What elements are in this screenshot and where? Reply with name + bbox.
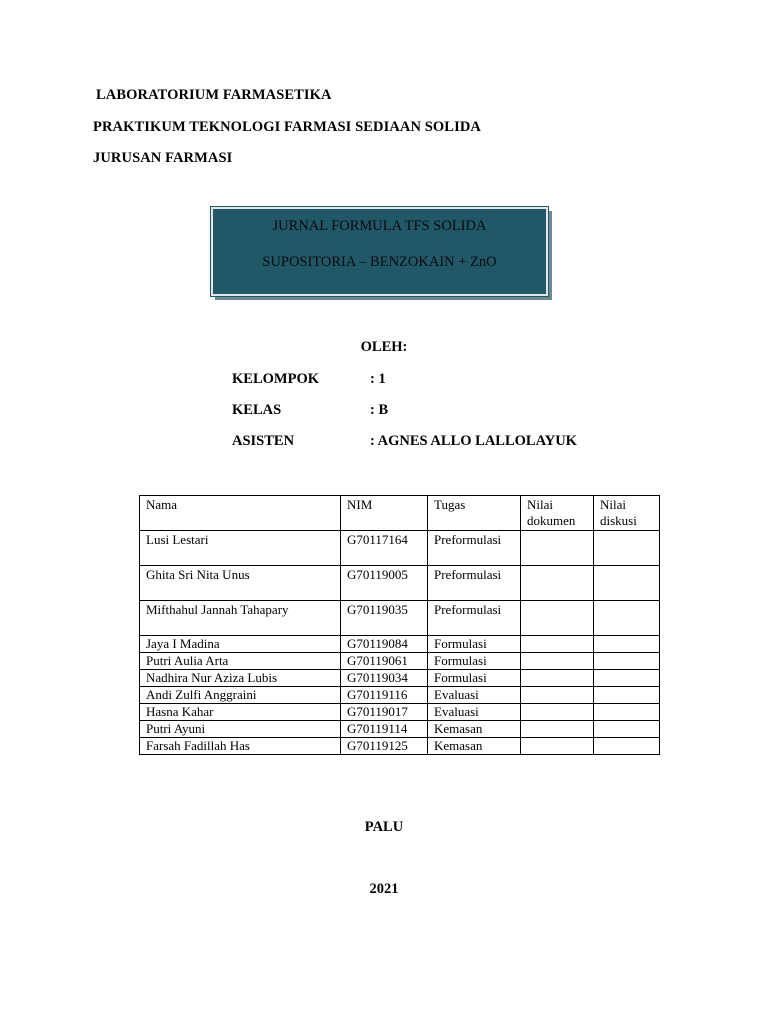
cell-nilai-dokumen [521, 670, 594, 687]
title-line-1: JURNAL FORMULA TFS SOLIDA [272, 218, 487, 234]
header-nim: NIM [341, 496, 428, 531]
header-nama: Nama [140, 496, 341, 531]
kelompok-value: : 1 [370, 371, 386, 387]
cell-nim: G70119035 [341, 601, 428, 636]
cell-nama: Andi Zulfi Anggraini [140, 687, 341, 704]
cell-nilai-diskusi [594, 601, 660, 636]
cell-nilai-dokumen [521, 601, 594, 636]
asisten-value: : AGNES ALLO LALLOLAYUK [370, 433, 577, 449]
cell-nilai-diskusi [594, 653, 660, 670]
cell-nama: Farsah Fadillah Has [140, 738, 341, 755]
header-tugas: Tugas [428, 496, 521, 531]
kelompok-label: KELOMPOK [232, 371, 319, 387]
cell-nim: G70119017 [341, 704, 428, 721]
table-row [140, 704, 660, 721]
cell-nilai-dokumen [521, 704, 594, 721]
footer-city: PALU [364, 819, 404, 835]
cell-nilai-diskusi [594, 704, 660, 721]
header-department: JURUSAN FARMASI [93, 150, 233, 166]
table-row [140, 601, 660, 636]
cell-tugas: Evaluasi [428, 704, 521, 721]
table-header-row [140, 496, 660, 531]
cell-nim: G70119114 [341, 721, 428, 738]
cell-nilai-diskusi [594, 636, 660, 653]
cell-nilai-dokumen [521, 653, 594, 670]
cell-nim: G70119034 [341, 670, 428, 687]
cell-tugas: Evaluasi [428, 687, 521, 704]
cell-nilai-diskusi [594, 687, 660, 704]
cell-nim: G70119116 [341, 687, 428, 704]
table-row [140, 636, 660, 653]
cell-tugas: Preformulasi [428, 601, 521, 636]
cell-nama: Nadhira Nur Aziza Lubis [140, 670, 341, 687]
header-nilai-dokumen: Nilai dokumen [521, 496, 594, 531]
table-row [140, 653, 660, 670]
cell-nilai-dokumen [521, 721, 594, 738]
cell-nama: Ghita Sri Nita Unus [140, 566, 341, 601]
cell-nilai-dokumen [521, 687, 594, 704]
title-box [211, 207, 548, 296]
cell-tugas: Formulasi [428, 636, 521, 653]
oleh-heading: OLEH: [360, 339, 408, 355]
cell-nim: G70119005 [341, 566, 428, 601]
cell-nilai-dokumen [521, 531, 594, 566]
table-row [140, 687, 660, 704]
cell-tugas: Preformulasi [428, 531, 521, 566]
cell-nama: Lusi Lestari [140, 531, 341, 566]
header-lab: LABORATORIUM FARMASETIKA [96, 87, 332, 103]
cell-tugas: Kemasan [428, 738, 521, 755]
table-row [140, 721, 660, 738]
title-line-2: SUPOSITORIA – BENZOKAIN + ZnO [262, 254, 497, 270]
cell-nilai-dokumen [521, 566, 594, 601]
cell-nim: G70119125 [341, 738, 428, 755]
header-nilai-diskusi: Nilai diskusi [594, 496, 660, 531]
cell-nim: G70119061 [341, 653, 428, 670]
cell-nama: Putri Ayuni [140, 721, 341, 738]
table-row [140, 531, 660, 566]
table-row [140, 738, 660, 755]
table-row [140, 566, 660, 601]
cell-nilai-diskusi [594, 566, 660, 601]
cell-nilai-diskusi [594, 670, 660, 687]
cell-tugas: Formulasi [428, 653, 521, 670]
table-row [140, 670, 660, 687]
kelas-label: KELAS [232, 402, 282, 418]
cell-nilai-diskusi [594, 721, 660, 738]
cell-nilai-dokumen [521, 738, 594, 755]
cell-nama: Putri Aulia Arta [140, 653, 341, 670]
cell-tugas: Kemasan [428, 721, 521, 738]
cell-nilai-diskusi [594, 531, 660, 566]
header-practicum: PRAKTIKUM TEKNOLOGI FARMASI SEDIAAN SOLIDA [93, 119, 481, 135]
cell-nim: G70119084 [341, 636, 428, 653]
asisten-label: ASISTEN [232, 433, 295, 449]
cell-nilai-diskusi [594, 738, 660, 755]
cell-nama: Hasna Kahar [140, 704, 341, 721]
footer-year: 2021 [369, 881, 399, 897]
kelas-value: : B [370, 402, 389, 418]
cell-nilai-dokumen [521, 636, 594, 653]
members-table [139, 495, 660, 755]
cell-tugas: Preformulasi [428, 566, 521, 601]
cell-nama: Jaya I Madina [140, 636, 341, 653]
cell-tugas: Formulasi [428, 670, 521, 687]
cell-nama: Mifthahul Jannah Tahapary [140, 601, 341, 636]
cell-nim: G70117164 [341, 531, 428, 566]
